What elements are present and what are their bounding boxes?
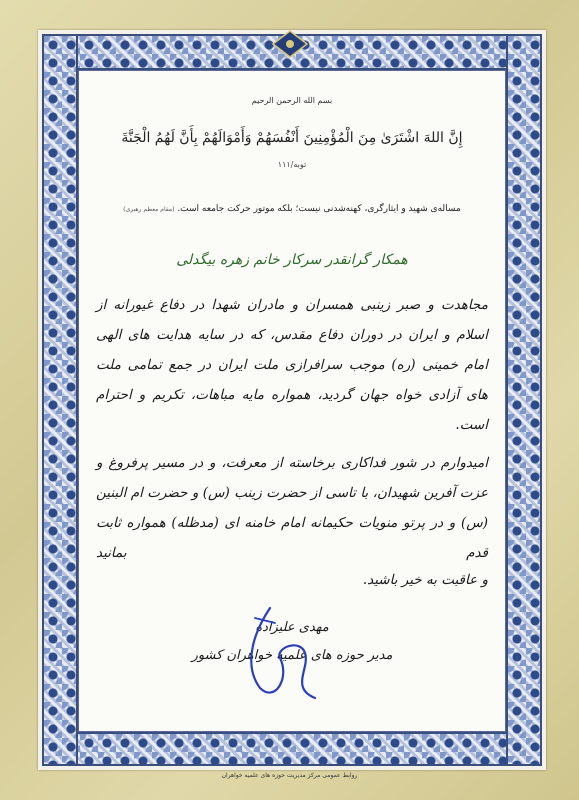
quran-verse: إِنَّ اللهَ اشْتَرَیٰ مِنَ الْمُؤْمِنِینَ أَنْفُسَهُمْ وَأَمْوَالَهُمْ بِأَنَّ لَهُمُ الْجَنَّةَ	[121, 130, 463, 146]
signer-title: مدیر حوزه های علمیه خواهران کشور	[191, 648, 393, 663]
signer-name: مهدی علیزاده	[255, 620, 329, 635]
closing-line: و عاقبت به خیر باشید.	[362, 572, 488, 588]
ornamental-border-left	[42, 34, 78, 766]
ornamental-border-right	[506, 34, 542, 766]
leader-quote	[88, 204, 496, 214]
quote-source: (مقام معظم رهبری)	[123, 206, 175, 213]
quote-text: مساله‌ی شهید و ایثارگری، کهنه‌شدنی نیست؛ بلکه موتور حرکت جامعه است.	[177, 204, 461, 214]
quran-reference: توبه/۱۱۱	[277, 160, 307, 169]
addressee: همکار گرانقدر سرکار خانم زهره بیگدلی	[176, 252, 408, 268]
ornament-medallion-icon	[270, 30, 310, 58]
handwritten-signature-icon	[230, 598, 340, 708]
ornamental-border-bottom	[42, 732, 542, 766]
paragraph-2: امیدوارم در شور فداکاری برخاسته از معرفت، و در مسیر پرفروغ و عزت آفرین شهیدان، با تاسی از حضرت زینب (س) و حضرت ام البنین (س) و در پرتو منویات حکیمانه امام خامنه ای (مدظله) همواره ثابت قدم بمانید	[96, 455, 488, 561]
footer-caption: روابط عمومی مرکز مدیریت حوزه های علمیه خواهران	[221, 772, 358, 779]
bismillah: بسم الله الرحمن الرحیم	[251, 96, 333, 105]
paragraph-1: مجاهدت و صبر زینبی همسران و مادران شهدا در دفاع غیورانه از اسلام و ایران در دوران دفاع مقدس، که در سایه هدایت های الهی امام خمینی (ره) موجب سرافرازی ملت ایران در جمع تمامی ملت های آزادی خواه جهان گردید، همواره مایه مباهات، تکریم و احترام است.	[96, 297, 488, 433]
